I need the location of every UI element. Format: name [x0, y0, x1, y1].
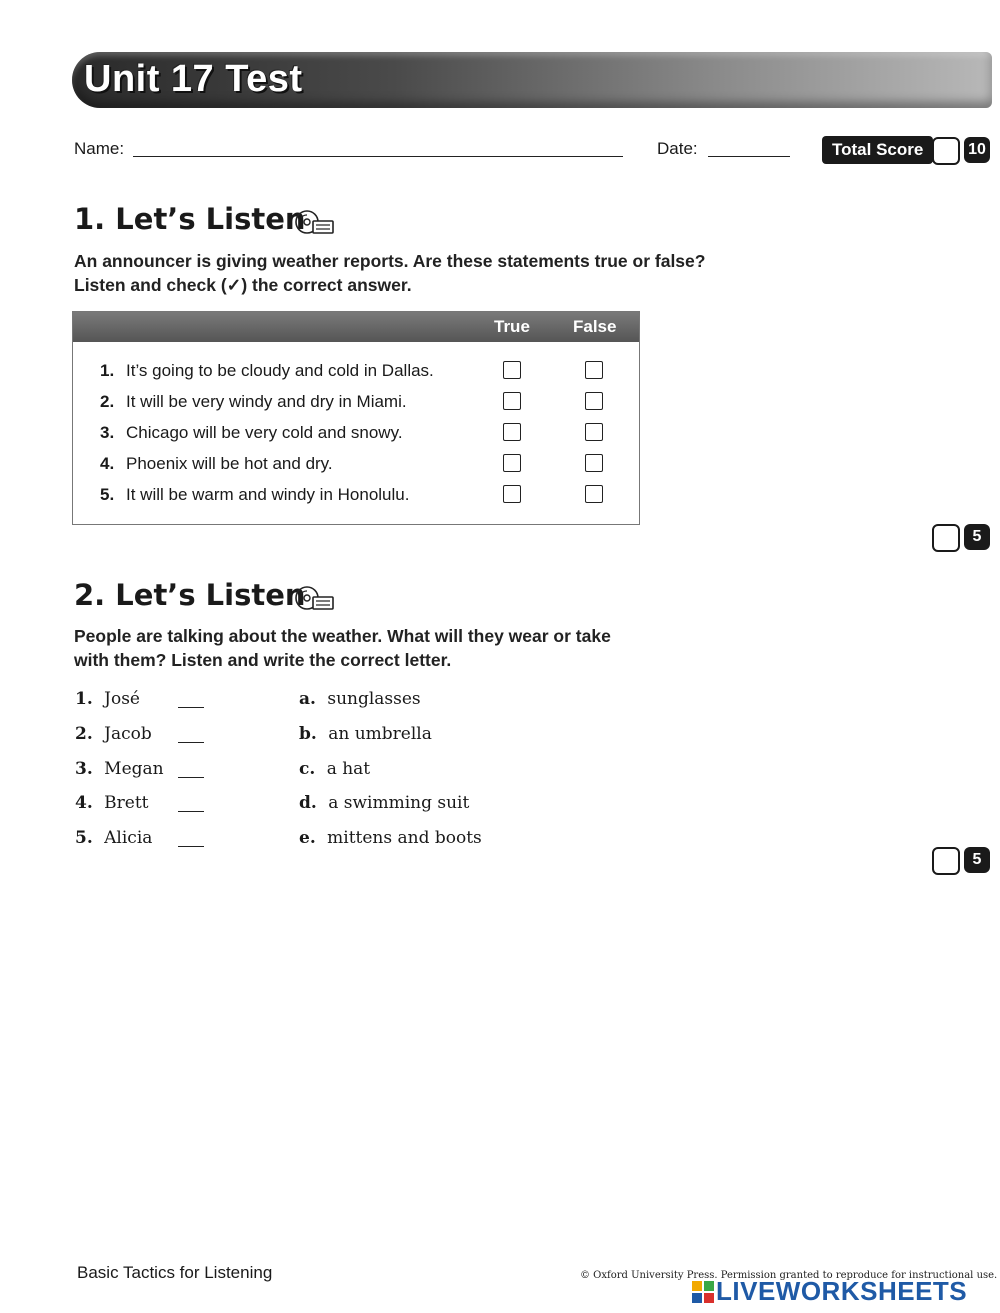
item-number: 2.: [100, 392, 115, 411]
option-item: [299, 759, 370, 779]
list-item: [75, 689, 140, 709]
name-field[interactable]: [133, 156, 623, 157]
person-number: 1.: [75, 689, 93, 709]
table-row: [73, 390, 639, 418]
list-item: [75, 793, 149, 813]
person-name: José: [104, 689, 140, 709]
answer-blank[interactable]: [178, 742, 204, 743]
statement-text: It will be warm and windy in Honolulu.: [126, 485, 410, 504]
option-item: [299, 689, 421, 709]
option-letter: c.: [299, 759, 316, 779]
option-letter: b.: [299, 724, 317, 744]
column-true: True: [494, 317, 530, 336]
total-points-badge: 10: [964, 137, 990, 163]
false-checkbox[interactable]: [585, 423, 603, 441]
table-header: [73, 312, 639, 342]
section2-instruction-line2: with them? Listen and write the correct letter.: [74, 650, 452, 670]
option-item: [299, 793, 469, 813]
false-checkbox[interactable]: [585, 454, 603, 472]
option-text: mittens and boots: [327, 828, 482, 848]
item-number: 5.: [100, 485, 115, 504]
option-item: [299, 828, 482, 848]
true-checkbox[interactable]: [503, 454, 521, 472]
option-item: [299, 724, 432, 744]
answer-blank[interactable]: [178, 707, 204, 708]
option-letter: a.: [299, 689, 316, 709]
answer-blank[interactable]: [178, 846, 204, 847]
table-row: [73, 421, 639, 449]
list-item: [75, 828, 152, 848]
liveworksheets-logo-icon: [692, 1281, 714, 1303]
date-label: Date:: [657, 139, 698, 158]
false-checkbox[interactable]: [585, 485, 603, 503]
table-row: [73, 452, 639, 480]
answer-blank[interactable]: [178, 811, 204, 812]
table-row: [73, 483, 639, 511]
item-number: 3.: [100, 423, 115, 442]
table-row: [73, 359, 639, 387]
answer-blank[interactable]: [178, 777, 204, 778]
cd-audio-icon: [295, 209, 335, 237]
section1-instructions: [74, 249, 705, 297]
statement-text: It’s going to be cloudy and cold in Dallas.: [126, 361, 434, 380]
cd-audio-icon: [295, 585, 335, 613]
person-name: Alicia: [104, 828, 153, 848]
person-name: Jacob: [104, 724, 152, 744]
section2-title: 2. Let’s Listen: [74, 578, 306, 612]
section2-instruction-line1: People are talking about the weather. What will they wear or take: [74, 626, 611, 646]
person-name: Megan: [104, 759, 164, 779]
item-number: 1.: [100, 361, 115, 380]
total-score-box[interactable]: [932, 137, 960, 165]
section2-score-box[interactable]: [932, 847, 960, 875]
section1-instruction-line2: Listen and check (✓) the correct answer.: [74, 275, 412, 295]
list-item: [75, 724, 152, 744]
section2-instructions: [74, 624, 611, 672]
true-checkbox[interactable]: [503, 392, 521, 410]
total-score-label: Total Score: [822, 136, 933, 164]
option-letter: e.: [299, 828, 316, 848]
list-item: [75, 759, 164, 779]
section2-points-badge: 5: [964, 847, 990, 873]
option-text: an umbrella: [328, 724, 432, 744]
false-checkbox[interactable]: [585, 361, 603, 379]
option-text: sunglasses: [327, 689, 421, 709]
person-number: 5.: [75, 828, 93, 848]
statement-text: Chicago will be very cold and snowy.: [126, 423, 403, 442]
statement-text: It will be very windy and dry in Miami.: [126, 392, 407, 411]
person-number: 4.: [75, 793, 93, 813]
liveworksheets-watermark: LIVEWORKSHEETS: [716, 1276, 968, 1306]
true-checkbox[interactable]: [503, 485, 521, 503]
item-number: 4.: [100, 454, 115, 473]
true-false-table: [72, 311, 640, 525]
section1-title: 1. Let’s Listen: [74, 202, 306, 236]
option-text: a hat: [326, 759, 371, 779]
section1-instruction-line1: An announcer is giving weather reports. Are these statements true or false?: [74, 251, 706, 271]
date-field[interactable]: [708, 156, 790, 157]
option-text: a swimming suit: [328, 793, 470, 813]
person-number: 2.: [75, 724, 93, 744]
book-title: Basic Tactics for Listening: [77, 1263, 273, 1282]
person-name: Brett: [104, 793, 149, 813]
name-label: Name:: [74, 139, 125, 158]
copyright-notice: © Oxford University Press. Permission granted to reproduce for instructional use.: [580, 1270, 998, 1281]
true-checkbox[interactable]: [503, 423, 521, 441]
person-number: 3.: [75, 759, 93, 779]
option-letter: d.: [299, 793, 317, 813]
page-title: Unit 17 Test: [84, 58, 303, 100]
false-checkbox[interactable]: [585, 392, 603, 410]
statement-text: Phoenix will be hot and dry.: [126, 454, 333, 473]
column-false: False: [573, 317, 617, 336]
section1-score-box[interactable]: [932, 524, 960, 552]
true-checkbox[interactable]: [503, 361, 521, 379]
section1-points-badge: 5: [964, 524, 990, 550]
